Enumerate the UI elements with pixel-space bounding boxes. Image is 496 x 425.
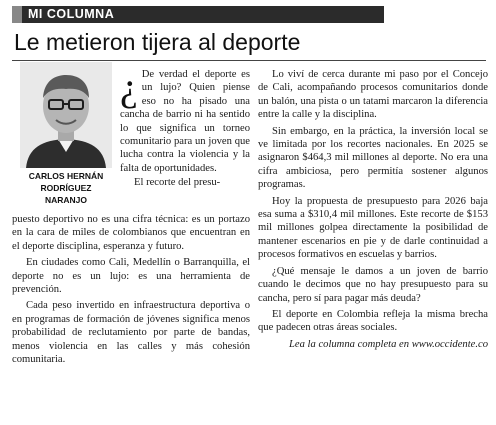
author-name-line3: NARANJO (44, 195, 88, 205)
body-paragraph: En ciudades como Cali, Medellín o Barranquilla, el deporte no es un lujo: es una herramienta de prevención. (12, 257, 250, 296)
headline-rule (12, 60, 486, 61)
left-column (12, 213, 250, 366)
section-marker (12, 6, 22, 23)
section-header-bar (12, 6, 384, 23)
author-photo (20, 62, 112, 168)
right-column (258, 68, 488, 351)
intro-paragraph (120, 64, 250, 190)
intro-continuation: El recorte del presu- (134, 177, 221, 189)
body-paragraph: El deporte en Colombia refleja la misma brecha que padecen otras áreas sociales. (258, 308, 488, 334)
author-name-line1: CARLOS HERNÁN (28, 171, 104, 181)
intro-text: De verdad el deporte es un lujo? Quien piense eso no ha pisado una cancha de barrio ni ha sentido lo que significa un torneo comunitario para un joven que lucha contra la violencia y la falta de oportunidades. (120, 69, 250, 174)
section-label: MI COLUMNA (28, 7, 115, 21)
body-paragraph: Lo viví de cerca durante mi paso por el Concejo de Cali, acompañando procesos comunitarios donde un balón, una pista o un tatami marcaron la diferencia entre la calle y la disciplina. (258, 69, 488, 121)
body-paragraph: Sin embargo, en la práctica, la inversión local se ve limitada por los recortes nacionales. En 2025 se asignaron $464,3 mil millones al deporte. No era una cifra ambiciosa, pero permitía sostener algunos programas. (258, 125, 488, 191)
signoff-link-text: Lea la columna completa en www.occidente.co (289, 338, 488, 350)
body-paragraph: Cada peso invertido en infraestructura deportiva o en programas de formación de jóvenes significa menos probabilidad de reclutamiento por parte de bandas, menos violencia en las calles y más cohesión comunitaria. (12, 300, 250, 366)
author-name-line2: RODRÍGUEZ (40, 183, 92, 193)
body-paragraph: Hoy la propuesta de presupuesto para 2026 baja esa suma a $310,4 mil millones. Este recorte de $153 mil millones golpea directamente la posibilidad de mantener escenarios en pie y de darle continuidad a procesos formativos en escuelas y barrios. (258, 195, 488, 261)
body-paragraph: ¿Qué mensaje le damos a un joven de barrio cuando le decimos que no hay presupuesto para su cancha, pero sí para pagar más deuda? (258, 265, 488, 304)
headline: Le metieron tijera al deporte (14, 29, 301, 55)
drop-cap: ¿ (120, 64, 138, 109)
body-paragraph: puesto deportivo no es una cifra técnica: es un portazo en la cara de miles de colombianos que encuentran en el deporte disciplina, esperanza y futuro. (12, 214, 250, 252)
author-name (14, 170, 118, 206)
